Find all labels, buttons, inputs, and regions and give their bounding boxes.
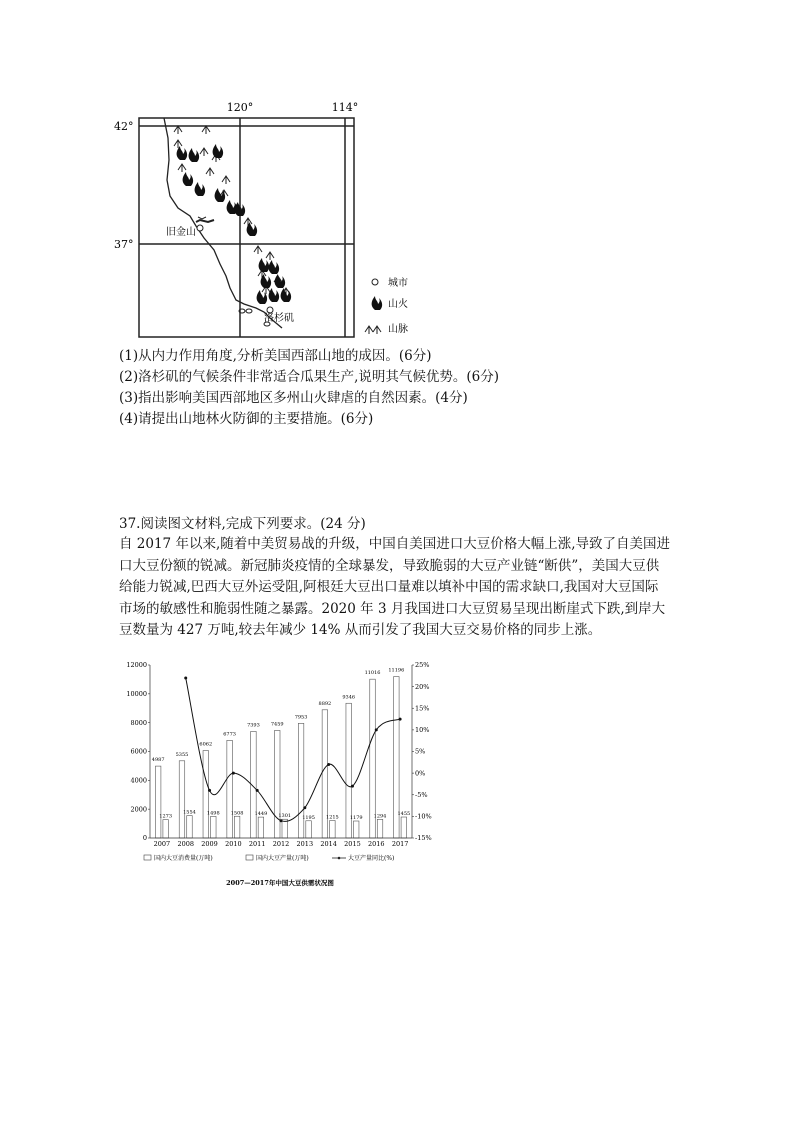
city-icon-sf: [197, 225, 203, 231]
q37-heading: 37.阅读图文材料,完成下列要求。(24 分): [119, 516, 366, 532]
bar-label-production: 1179: [349, 815, 363, 822]
bar-label-production: 1215: [326, 814, 339, 821]
x-tick-label: 2015: [344, 840, 361, 848]
bar-production: [353, 821, 359, 838]
mountain-icon: [174, 126, 182, 134]
legend-production-label: 国内大豆产量(万吨): [256, 855, 309, 862]
yoy-point: [208, 789, 211, 792]
bar-label-consumption: 8892: [318, 700, 332, 707]
bar-production: [306, 821, 312, 838]
fire-icon: [269, 260, 280, 274]
y-tick-label-left: 10000: [126, 690, 147, 699]
y-tick-label-left: 6000: [130, 747, 147, 756]
x-tick-label: 2009: [201, 840, 218, 848]
y-tick-label-left: 8000: [130, 718, 147, 727]
bar-production: [401, 817, 407, 838]
legend-swatch-consumption: [144, 855, 151, 860]
x-tick-label: 2008: [177, 840, 195, 848]
bar-label-consumption: 11196: [388, 667, 405, 674]
legend-consumption-label: 国内大豆消费量(万吨): [154, 855, 213, 862]
wildfires: [177, 144, 292, 304]
west-us-map: [112, 98, 412, 343]
y-tick-label-right: 10%: [415, 726, 430, 735]
bar-label-consumption: 7459: [270, 721, 284, 728]
chart-legend: [144, 854, 394, 862]
question-4: (4)请提出山地林火防御的主要措施。(6分): [119, 411, 374, 427]
fire-icon: [177, 146, 188, 160]
question-2: (2)洛杉矶的气候条件非常适合瓜果生产,说明其气候优势。(6分): [119, 369, 500, 385]
bar-production: [163, 820, 169, 838]
y-tick-label-right: 20%: [415, 682, 430, 691]
bar-label-production: 1195: [302, 814, 315, 821]
question-3: (3)指出影响美国西部地区多州山火肆虐的自然因素。(4分): [119, 390, 468, 406]
chart-title: 2007—2017年中国大豆供需状况图: [226, 879, 334, 887]
mountain-icon: [202, 126, 210, 134]
bar-label-production: 1449: [254, 811, 268, 818]
yoy-point: [351, 785, 354, 788]
mountain-icon: [222, 176, 230, 184]
map-legend: [365, 276, 408, 335]
legend-mountain-label: 山脉: [388, 324, 408, 335]
bar-label-consumption: 6773: [223, 731, 236, 738]
label-san-francisco: 旧金山: [166, 227, 196, 238]
mountain-icon: [178, 164, 186, 172]
bar-consumption: [203, 751, 209, 838]
bar-label-production: 1301: [278, 813, 292, 820]
mountain-icon: [365, 326, 381, 334]
bar-production: [211, 816, 217, 838]
bar-production: [187, 816, 193, 838]
lon-label-120: 120°: [226, 101, 254, 114]
bar-label-production: 1455: [397, 811, 411, 818]
q37-paragraph: 自 2017 年以来,随着中美贸易战的升级，中国自美国进口大豆价格大幅上涨,导致了自美国进口大豆份额的锐减。新冠肺炎疫情的全球暴发，导致脆弱的大豆产业链“断供”，美国大豆供给能力锐减,巴西大豆外运受阻,阿根廷大豆出口量难以填补中国的需求缺口,我国对大豆国际市场的敏感性和脆弱性随之暴露。2020 年 3 月我国进口大豆贸易呈现出断崖式下跌,到岸大豆数量为 427 万吨,较去年减少 14% 从而引发了我国大豆交易价格的同步上涨。: [119, 536, 671, 638]
bar-production: [234, 816, 240, 838]
fire-icon: [213, 144, 224, 158]
fire-icon: [269, 288, 280, 302]
x-tick-label: 2007: [153, 840, 171, 848]
bar-label-production: 1273: [159, 813, 173, 820]
bar-label-consumption: 4987: [151, 757, 165, 764]
city-icon: [372, 279, 378, 285]
chart-svg: [120, 655, 440, 890]
yoy-point: [256, 789, 259, 792]
mountain-icon: [244, 218, 252, 226]
bar-label-consumption: 5355: [175, 751, 189, 758]
bar-consumption: [179, 761, 185, 838]
yoy-point: [280, 819, 283, 822]
legend-swatch-production: [246, 855, 253, 860]
bar-consumption: [155, 766, 161, 838]
bar-production: [377, 819, 383, 838]
fire-icon: [183, 172, 194, 186]
bar-label-consumption: 9346: [342, 694, 356, 701]
fire-icon: [275, 274, 286, 288]
x-tick-label: 2017: [391, 840, 409, 848]
bar-consumption: [275, 730, 281, 838]
x-tick-label: 2012: [272, 840, 290, 848]
bar-production: [330, 820, 336, 838]
y-tick-label-right: -5%: [415, 790, 428, 799]
soybean-chart: [120, 655, 440, 890]
fire-icon: [195, 182, 206, 196]
mountain-icon: [266, 252, 274, 260]
bar-label-consumption: 7393: [247, 722, 260, 729]
fire-icon: [259, 258, 270, 272]
bar-consumption: [298, 723, 304, 838]
x-tick-label: 2014: [320, 840, 337, 848]
island: [246, 309, 252, 313]
yoy-point: [184, 676, 187, 679]
yoy-point: [399, 718, 402, 721]
legend-line-marker: [338, 857, 341, 860]
bar-label-consumption: 6062: [199, 741, 213, 748]
bar-label-production: 1508: [230, 810, 244, 817]
lat-label-37: 37°: [114, 238, 134, 251]
x-tick-label: 2010: [225, 840, 242, 848]
bar-production: [258, 817, 264, 838]
yoy-point: [232, 772, 235, 775]
y-tick-label-right: 15%: [415, 704, 430, 713]
y-tick-label-left: 12000: [126, 661, 147, 670]
fire-icon: [189, 148, 200, 162]
y-tick-label-left: 0: [142, 834, 147, 843]
yoy-point: [375, 728, 378, 731]
legend-fire-label: 山火: [388, 299, 408, 310]
label-los-angeles: 洛杉矶: [264, 313, 294, 324]
legend-city-label: 城市: [388, 278, 408, 289]
mountain-icon: [200, 148, 208, 156]
x-tick-label: 2013: [296, 840, 314, 848]
bar-consumption: [227, 740, 233, 838]
x-tick-label: 2011: [248, 840, 266, 848]
bar-label-production: 1498: [206, 810, 220, 817]
map-svg: [112, 98, 412, 343]
legend-yoy-label: 大豆产量同比(%): [348, 855, 395, 862]
y-tick-label-right: 5%: [415, 747, 426, 756]
bar-label-consumption: 11016: [364, 670, 381, 677]
question-1: (1)从内力作用角度,分析美国西部山地的成因。(6分): [119, 348, 432, 364]
y-tick-label-right: -10%: [415, 812, 432, 821]
bar-label-production: 1554: [183, 809, 196, 816]
mountain-icon: [174, 140, 182, 148]
y-tick-label-left: 2000: [130, 805, 147, 814]
mountain-icon: [206, 168, 214, 176]
yoy-point: [327, 763, 330, 766]
yoy-point: [303, 806, 306, 809]
lon-label-114: 114°: [331, 101, 359, 114]
bar-label-production: 1294: [373, 813, 387, 820]
y-tick-label-right: 25%: [415, 661, 430, 670]
y-tick-label-left: 4000: [130, 776, 147, 785]
x-tick-label: 2016: [367, 840, 385, 848]
y-tick-label-right: -15%: [415, 834, 432, 843]
mountain-icon: [254, 246, 262, 254]
y-tick-label-right: 0%: [415, 769, 426, 778]
fire-icon: [372, 296, 383, 310]
bar-label-consumption: 7953: [294, 714, 308, 721]
lat-label-42: 42°: [114, 120, 134, 133]
sf-bay: [196, 220, 214, 222]
bar-production: [282, 819, 288, 838]
